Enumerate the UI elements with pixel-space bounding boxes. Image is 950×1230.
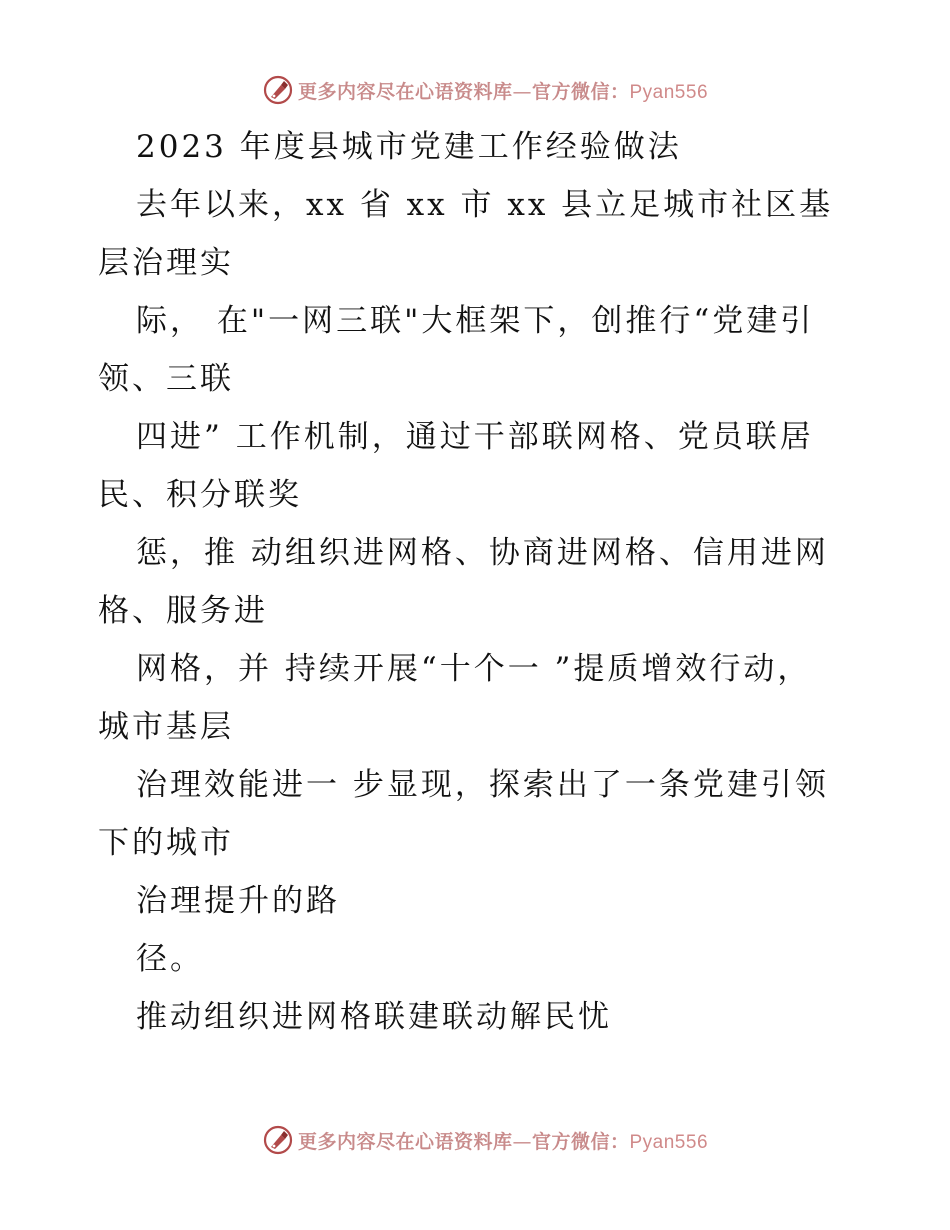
watermark-main-text: 更多内容尽在心语资料库 [297,1130,513,1153]
footer-watermark [0,1120,950,1160]
watermark-dash: — [512,1130,532,1153]
paragraph-line: 格、服务进 [98,593,268,629]
paragraph-line: 治理效能进一 步显现，探索出了一条党建引领 [136,767,829,803]
watermark-main-text: 更多内容尽在心语资料库 [297,80,513,103]
paragraph-line: 民、积分联奖 [98,477,302,513]
paragraph-line: 下的城市 [98,825,234,861]
paragraph-line: 城市基层 [98,709,234,745]
paragraph-line: 际， 在"一网三联"大框架下，创推行“党建引 [136,303,815,339]
watermark-dash: — [512,80,532,103]
footer-watermark-text [298,1127,708,1154]
paragraph-line: 层治理实 [98,245,234,281]
footer-watermark-content [262,1124,708,1156]
paragraph-line: 网格，并 持续开展“十个一 ”提质增效行动， [136,651,812,687]
watermark-wechat-label: 官方微信： [531,1130,630,1153]
header-watermark-content [262,74,708,106]
paragraph-line: 去年以来，xx 省 xx 市 xx 县立足城市社区基 [136,187,834,223]
paragraph-line: 领、三联 [98,361,234,397]
fountain-pen-logo-icon [262,74,294,106]
header-watermark-text [298,77,708,104]
watermark-wechat-id: Pyan556 [629,1131,709,1153]
watermark-wechat-id: Pyan556 [629,81,709,103]
paragraph-line: 惩，推 动组织进网格、协商进网格、信用进网 [136,535,829,571]
paragraph-line: 四进” 工作机制，通过干部联网格、党员联居 [136,419,814,455]
header-watermark [0,70,950,110]
document-title: 2023 年度县城市党建工作经验做法 [136,129,682,165]
paragraph-line: 径。 [136,941,204,977]
fountain-pen-logo-icon [262,1124,294,1156]
paragraph-line: 治理提升的路 [136,883,340,919]
section-heading: 推动组织进网格联建联动解民忧 [136,999,612,1035]
document-body [98,118,838,1046]
watermark-wechat-label: 官方微信： [531,80,630,103]
